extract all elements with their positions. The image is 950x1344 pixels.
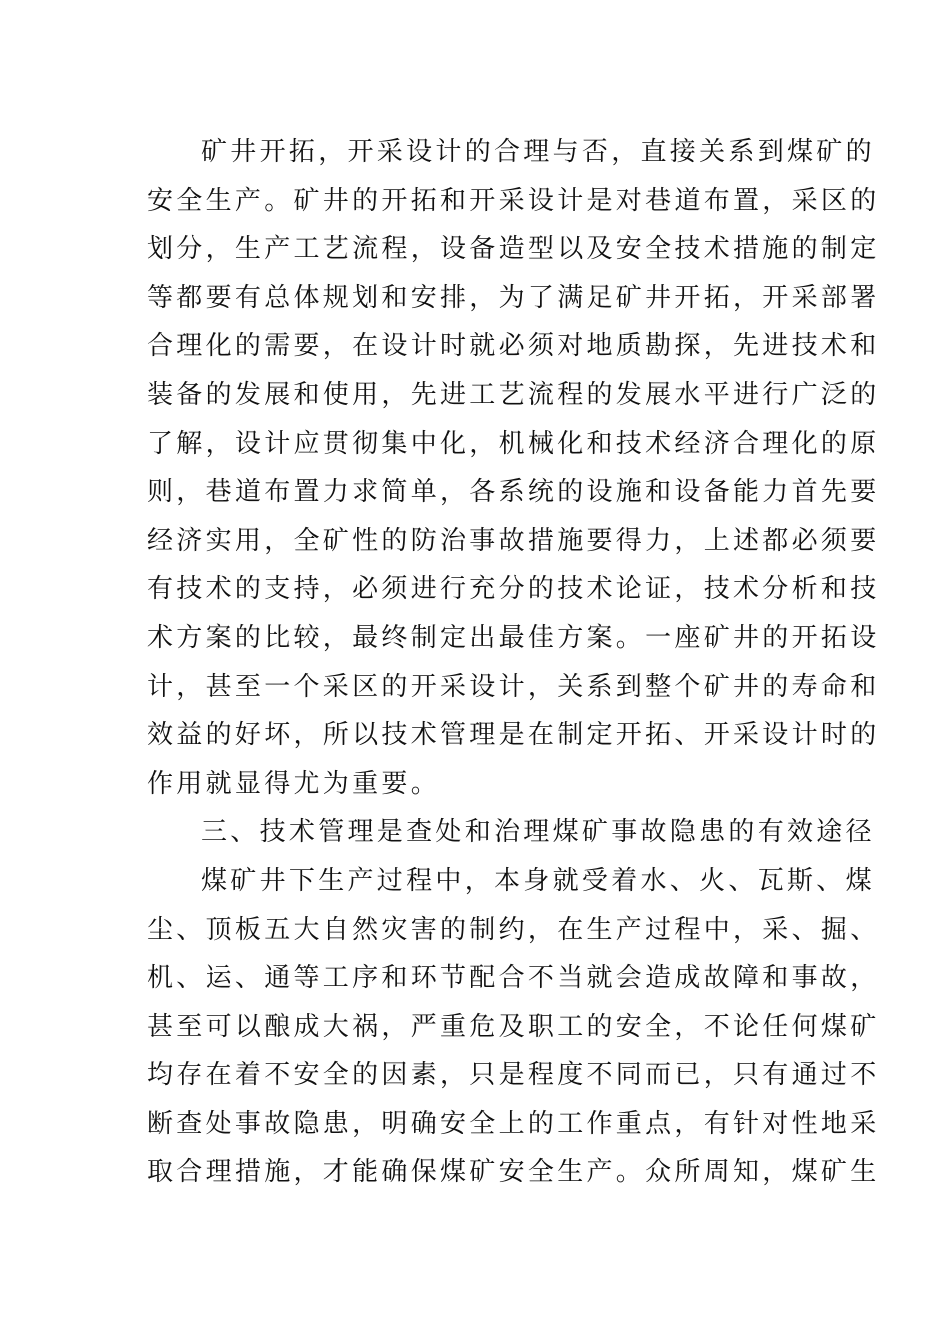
text-line: 了解，设计应贯彻集中化，机械化和技术经济合理化的原 xyxy=(147,428,880,459)
text-line: 取合理措施，才能确保煤矿安全生产。众所周知，煤矿生 xyxy=(147,1157,880,1188)
document-body xyxy=(147,128,880,1197)
text-line: 安全生产。矿井的开拓和开采设计是对巷道布置，采区的 xyxy=(147,185,880,216)
text-line: 煤矿井下生产过程中，本身就受着水、火、瓦斯、煤 xyxy=(201,865,875,896)
text-line: 有技术的支持，必须进行充分的技术论证，技术分析和技 xyxy=(147,574,880,605)
text-line: 效益的好坏，所以技术管理是在制定开拓、开采设计时的 xyxy=(147,720,880,751)
section-heading: 三、技术管理是查处和治理煤矿事故隐患的有效途径 xyxy=(201,817,875,848)
text-line: 等都要有总体规划和安排，为了满足矿井开拓，开采部署 xyxy=(147,282,880,313)
text-line: 作用就显得尤为重要。 xyxy=(147,768,441,799)
text-line: 计，甚至一个采区的开采设计，关系到整个矿井的寿命和 xyxy=(147,671,880,702)
text-line: 经济实用，全矿性的防治事故措施要得力，上述都必须要 xyxy=(147,525,880,556)
text-line: 尘、顶板五大自然灾害的制约，在生产过程中，采、掘、 xyxy=(147,914,880,945)
text-line: 均存在着不安全的因素，只是程度不同而已，只有通过不 xyxy=(147,1060,880,1091)
text-line: 机、运、通等工序和环节配合不当就会造成故障和事故， xyxy=(147,963,880,994)
text-line: 划分，生产工艺流程，设备造型以及安全技术措施的制定 xyxy=(147,234,880,265)
text-line: 装备的发展和使用，先进工艺流程的发展水平进行广泛的 xyxy=(147,379,880,410)
text-line: 则，巷道布置力求简单，各系统的设施和设备能力首先要 xyxy=(147,477,880,508)
text-line: 断查处事故隐患，明确安全上的工作重点，有针对性地采 xyxy=(147,1108,880,1139)
text-line: 矿井开拓，开采设计的合理与否，直接关系到煤矿的 xyxy=(201,137,875,167)
text-line: 术方案的比较，最终制定出最佳方案。一座矿井的开拓设 xyxy=(147,622,880,653)
text-line: 合理化的需要，在设计时就必须对地质勘探，先进技术和 xyxy=(147,331,880,362)
text-line: 甚至可以酿成大祸，严重危及职工的安全，不论任何煤矿 xyxy=(147,1011,880,1042)
